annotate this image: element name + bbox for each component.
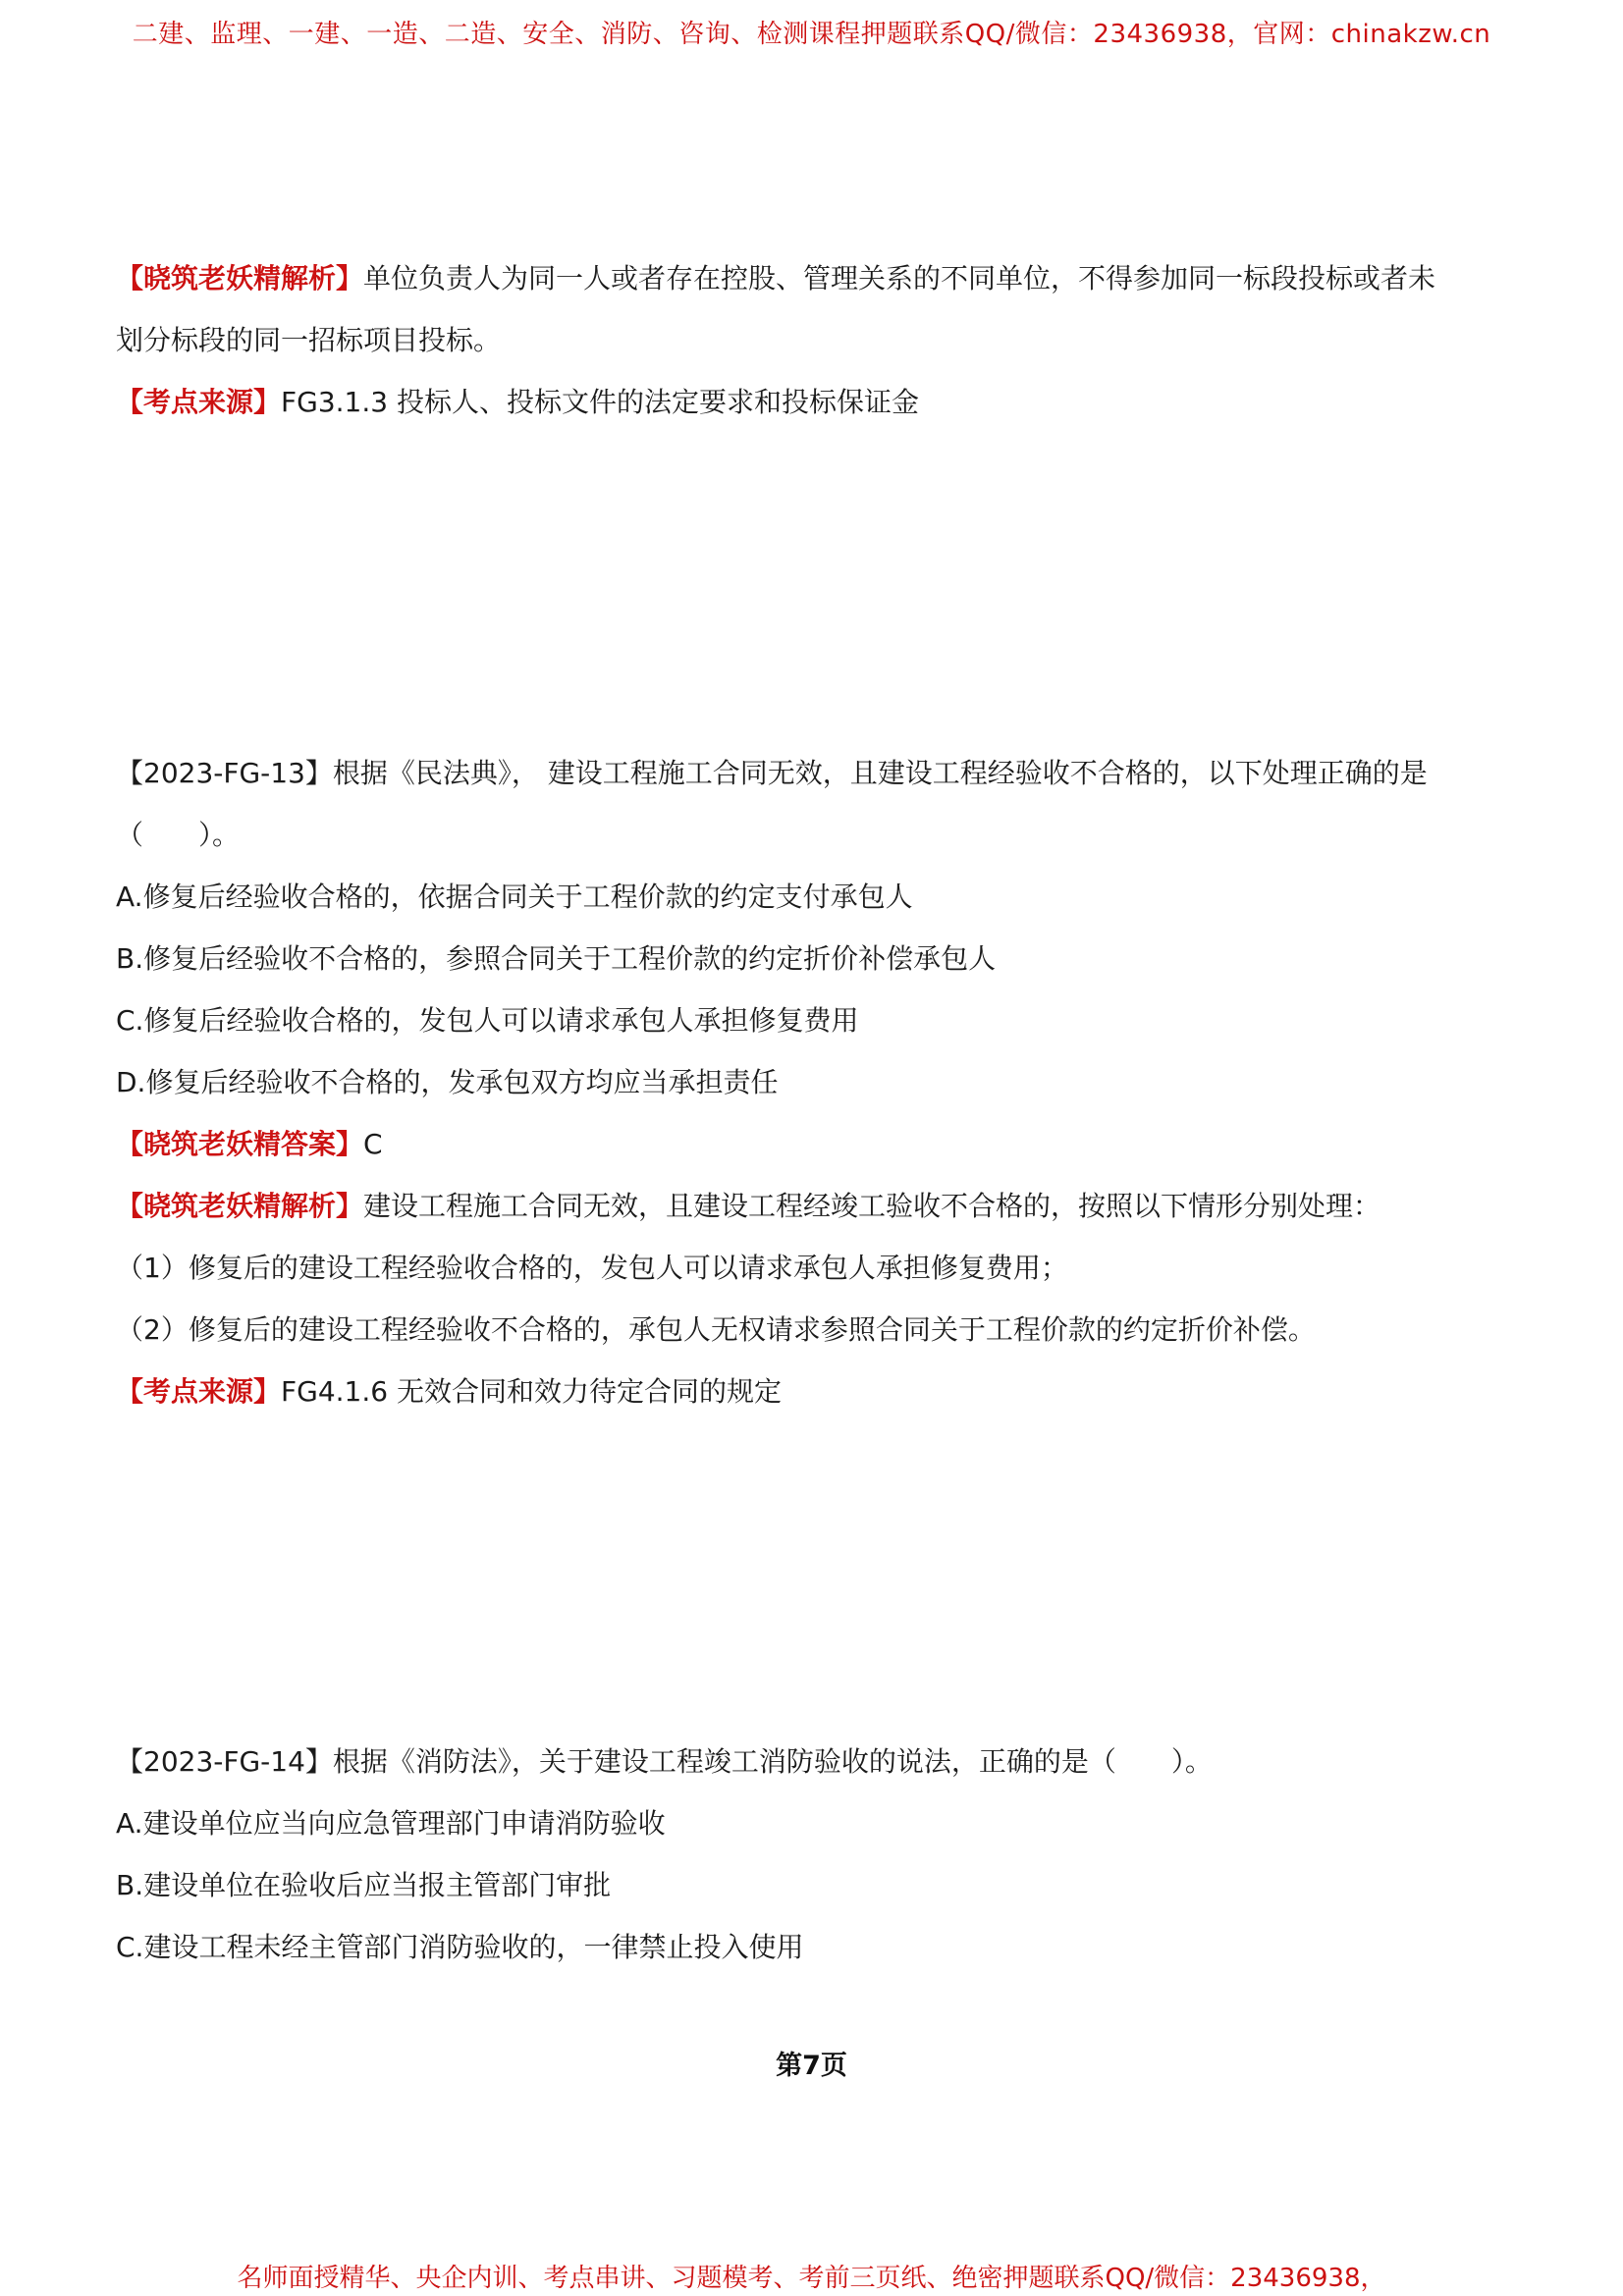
question-13-option-d: D.修复后经验收不合格的，发承包双方均应当承担责任 [116,1066,779,1098]
answer-text: C [363,1128,383,1160]
source-line [116,383,1510,422]
source-text: FG3.1.3 投标人、投标文件的法定要求和投标保证金 [281,386,919,418]
question-13-analysis [116,1187,1510,1226]
question-13-option-a: A.修复后经验收合格的，依据合同关于工程价款的约定支付承包人 [116,881,913,913]
question-13-analysis-point-2: （2）修复后的建设工程经验收不合格的，承包人无权请求参照合同关于工程价款的约定折价补偿。 [116,1313,1316,1346]
source-tag: 【考点来源】 [116,1375,282,1408]
answer-tag: 【晓筑老妖精答案】 [116,1128,364,1160]
question-14-option-b: B.建设单位在验收后应当报主管部门审批 [116,1869,612,1901]
analysis-tag: 【晓筑老妖精解析】 [116,1190,364,1222]
question-13-stem-line-2: （ ）。 [116,819,241,851]
analysis-tag: 【晓筑老妖精解析】 [116,262,364,294]
page-number: 第7页 [776,2051,847,2081]
question-14-option-a: A.建设单位应当向应急管理部门申请消防验收 [116,1807,666,1840]
header-banner: 二建、监理、一建、一造、二造、安全、消防、咨询、检测课程押题联系QQ/微信：23436938，官网：chinakzw.cn [132,20,1491,49]
analysis-text: 单位负责人为同一人或者存在控股、管理关系的不同单位，不得参加同一标段投标或者未 [363,262,1436,294]
source-text: FG4.1.6 无效合同和效力待定合同的规定 [281,1375,782,1408]
analysis-line-2: 划分标段的同一招标项目投标。 [116,324,502,356]
footer-banner: 名师面授精华、央企内训、考点串讲、习题模考、考前三页纸、绝密押题联系QQ/微信：23436938， [237,2264,1386,2293]
question-13-analysis-point-1: （1）修复后的建设工程经验收合格的，发包人可以请求承包人承担修复费用； [116,1252,1068,1284]
analysis-line-1 [116,259,1510,298]
question-13-stem-line-1: 【2023-FG-13】根据《民法典》， 建设工程施工合同无效，且建设工程经验收不合格的，以下处理正确的是 [116,757,1428,789]
source-tag: 【考点来源】 [116,386,282,418]
question-13-option-b: B.修复后经验收不合格的，参照合同关于工程价款的约定折价补偿承包人 [116,942,997,975]
question-13-answer [116,1125,1510,1164]
question-13-source [116,1372,1510,1412]
analysis-text: 建设工程施工合同无效，且建设工程经竣工验收不合格的，按照以下情形分别处理： [363,1190,1381,1222]
question-13-option-c: C.修复后经验收合格的，发包人可以请求承包人承担修复费用 [116,1004,859,1037]
question-14-stem: 【2023-FG-14】根据《消防法》，关于建设工程竣工消防验收的说法，正确的是（ ）。 [116,1745,1213,1778]
question-14-option-c: C.建设工程未经主管部门消防验收的，一律禁止投入使用 [116,1931,804,1963]
